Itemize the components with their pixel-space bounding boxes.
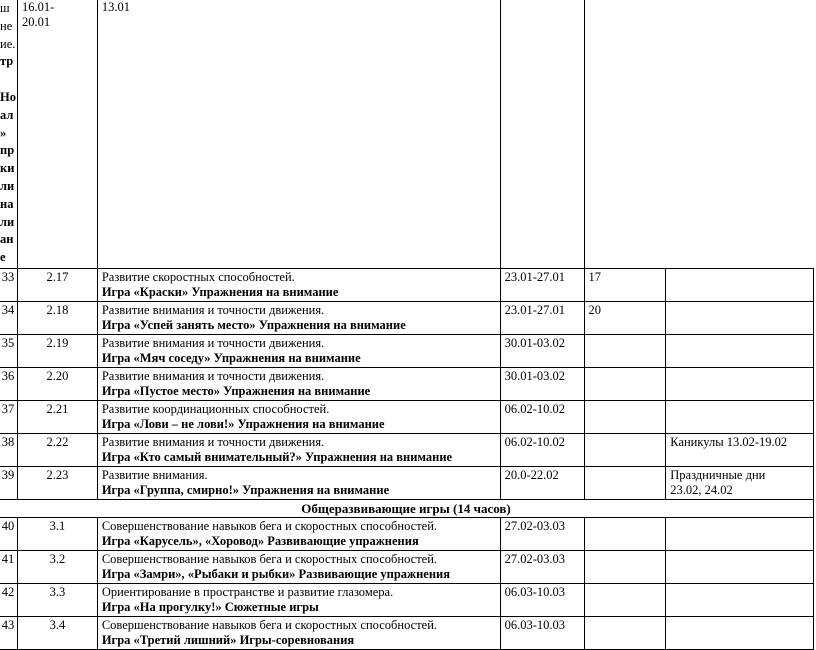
note [666, 301, 814, 334]
fragment-line: не [0, 18, 13, 33]
actual-date [584, 583, 666, 616]
lesson-number: 39 [0, 466, 17, 499]
note [666, 268, 814, 301]
note [666, 616, 814, 649]
fragment-line: ал [0, 107, 14, 122]
fragment-line: ш [0, 1, 10, 15]
planned-dates-cell [17, 0, 97, 268]
fragment-line: Но [0, 89, 16, 104]
lesson-topic: Развитие скоростных способностей. [101, 269, 295, 284]
lesson-game: Игра «Краски» Упражнения на внимание [101, 284, 339, 299]
topic-code: 2.23 [17, 466, 97, 499]
actual-date [584, 466, 666, 499]
lesson-topic: Развитие координационных способностей. [101, 401, 330, 416]
lesson-game: Игра «Лови – не лови!» Упражнения на внимание [101, 416, 385, 431]
lesson-game: Игра «Третий лишний» Игры-соревнования [101, 632, 355, 647]
lesson-number: 43 [0, 616, 17, 649]
actual-date [584, 550, 666, 583]
fragment-line: ли [0, 214, 15, 229]
actual-date [584, 400, 666, 433]
lesson-description [97, 268, 500, 301]
note [666, 583, 814, 616]
lesson-topic: Развитие внимания и точности движения. [101, 368, 325, 383]
lesson-topic: Развитие внимания. [101, 467, 208, 482]
lesson-game: Игра «Пустое место» Упражнения на внимание [101, 383, 371, 398]
lesson-topic: Развитие внимания и точности движения. [101, 434, 325, 449]
table-row [0, 367, 814, 400]
topic-code: 3.4 [17, 616, 97, 649]
fragment-line: пр [0, 143, 15, 158]
planned-dates: 06.02-10.02 [500, 400, 584, 433]
actual-date: 13.01 [101, 0, 130, 14]
note [666, 400, 814, 433]
lesson-number: 33 [0, 268, 17, 301]
fragment-line: тр [0, 54, 14, 69]
table-row [0, 433, 814, 466]
topic-fragment-text [0, 0, 16, 267]
topic-code: 2.19 [17, 334, 97, 367]
lesson-number: 36 [0, 367, 17, 400]
table-row-top [0, 0, 814, 268]
topic-code: 2.21 [17, 400, 97, 433]
lesson-description [97, 616, 500, 649]
section-title: Общеразвивающие игры (14 часов) [0, 499, 814, 517]
topic-code: 2.22 [17, 433, 97, 466]
lesson-topic: Совершенствование навыков бега и скоростных способностей. [101, 518, 438, 533]
fragment-line: ан [0, 232, 14, 247]
planned-dates: 27.02-03.03 [500, 517, 584, 550]
lesson-description [97, 301, 500, 334]
table-row [0, 517, 814, 550]
table-row [0, 400, 814, 433]
fragment-line [0, 71, 16, 89]
topic-code: 3.3 [17, 583, 97, 616]
fragment-line: » [0, 125, 7, 140]
table-row [0, 334, 814, 367]
planned-dates: 23.01-27.01 [500, 268, 584, 301]
planned-dates: 16.01- 20.01 [21, 0, 55, 29]
planned-dates: 20.0-22.02 [500, 466, 584, 499]
section-row [0, 499, 814, 517]
lesson-topic: Ориентирование в пространстве и развитие глазомера. [101, 584, 394, 599]
lesson-topic: Развитие внимания и точности движения. [101, 302, 325, 317]
note: Каникулы 13.02-19.02 [666, 433, 814, 466]
fragment-line: на [0, 196, 14, 211]
lesson-number: 35 [0, 334, 17, 367]
planned-dates: 06.03-10.03 [500, 616, 584, 649]
topic-code: 2.18 [17, 301, 97, 334]
table-row [0, 301, 814, 334]
blank-area [584, 0, 666, 268]
table-row [0, 268, 814, 301]
lesson-description [97, 433, 500, 466]
fragment-line: е [0, 250, 6, 265]
table-row [0, 466, 814, 499]
lesson-description [97, 550, 500, 583]
lesson-game: Игра «Карусель», «Хоровод» Развивающие упражнения [101, 533, 419, 548]
actual-date [584, 616, 666, 649]
note [666, 550, 814, 583]
note: Праздничные дни 23.02, 24.02 [666, 466, 814, 499]
topic-fragment-cell [0, 0, 17, 268]
lesson-number: 41 [0, 550, 17, 583]
topic-code: 2.20 [17, 367, 97, 400]
planned-dates: 27.02-03.03 [500, 550, 584, 583]
lesson-game: Игра «Кто самый внимательный?» Упражнения на внимание [101, 449, 453, 464]
planned-dates: 06.02-10.02 [500, 433, 584, 466]
table-row [0, 583, 814, 616]
planned-dates: 30.01-03.02 [500, 334, 584, 367]
lesson-game: Игра «Группа, смирно!» Упражнения на внимание [101, 482, 390, 497]
lesson-game: Игра «Мяч соседу» Упражнения на внимание [101, 350, 361, 365]
lesson-number: 42 [0, 583, 17, 616]
topic-code: 3.1 [17, 517, 97, 550]
lesson-number: 34 [0, 301, 17, 334]
lesson-description [97, 583, 500, 616]
lesson-description [97, 466, 500, 499]
lesson-topic: Совершенствование навыков бега и скоростных способностей. [101, 617, 438, 632]
lesson-number: 40 [0, 517, 17, 550]
lesson-number: 37 [0, 400, 17, 433]
blank-area [666, 0, 814, 268]
lesson-description [97, 334, 500, 367]
actual-date [584, 433, 666, 466]
fragment-line: ки [0, 161, 15, 176]
lesson-description [97, 367, 500, 400]
fragment-line: ли [0, 178, 15, 193]
lesson-topic: Развитие внимания и точности движения. [101, 335, 325, 350]
empty-cell [500, 0, 584, 268]
topic-code: 2.17 [17, 268, 97, 301]
actual-date: 17 [584, 268, 666, 301]
lesson-topic: Совершенствование навыков бега и скоростных способностей. [101, 551, 438, 566]
planned-dates: 30.01-03.02 [500, 367, 584, 400]
lesson-description [97, 400, 500, 433]
actual-date [584, 367, 666, 400]
lesson-game: Игра «На прогулку!» Сюжетные игры [101, 599, 319, 614]
lesson-game: Игра «Успей занять место» Упражнения на внимание [101, 317, 406, 332]
actual-date-cell [97, 0, 500, 268]
lesson-description [97, 517, 500, 550]
table-row [0, 616, 814, 649]
table-row [0, 550, 814, 583]
actual-date [584, 334, 666, 367]
actual-date: 20 [584, 301, 666, 334]
note [666, 334, 814, 367]
note [666, 517, 814, 550]
lesson-game: Игра «Замри», «Рыбаки и рыбки» Развивающие упражнения [101, 566, 451, 581]
note [666, 367, 814, 400]
actual-date [584, 517, 666, 550]
topic-code: 3.2 [17, 550, 97, 583]
planned-dates: 23.01-27.01 [500, 301, 584, 334]
fragment-line: ие. [0, 36, 16, 51]
planned-dates: 06.03-10.03 [500, 583, 584, 616]
lesson-number: 38 [0, 433, 17, 466]
